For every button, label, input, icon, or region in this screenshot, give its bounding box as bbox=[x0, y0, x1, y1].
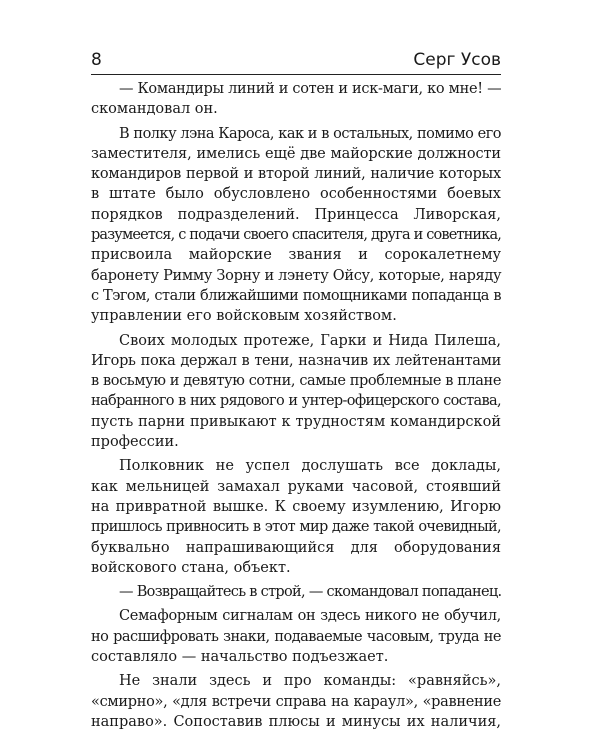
text-line: присвоила майорские звания и сорокалетнему bbox=[91, 247, 501, 264]
text-line: но расшифровать знаки, подаваемые часовым, труда не bbox=[91, 628, 501, 645]
running-header bbox=[91, 46, 501, 75]
text-line: составляло — начальство подъезжает. bbox=[91, 649, 389, 666]
paragraph bbox=[91, 124, 501, 327]
text-line: на привратной вышке. К своему изумлению, Игорю bbox=[91, 498, 501, 515]
text-line: «смирно», «для встречи справа на караул», «равнение bbox=[91, 693, 501, 710]
book-author: Серг Усов bbox=[413, 50, 501, 70]
paragraph bbox=[91, 582, 501, 602]
text-line: пришлось привносить в этот мир даже такой очевидный, bbox=[91, 519, 501, 536]
text-line: — Возвращайтесь в строй, — скомандовал попаданец. bbox=[119, 584, 502, 601]
paragraph bbox=[91, 671, 501, 732]
text-line: с Тэгом, стали ближайшими помощниками попаданца в bbox=[91, 287, 501, 304]
text-line: разумеется, с подачи своего спасителя, друга и советника, bbox=[91, 227, 501, 244]
page-number: 8 bbox=[91, 50, 102, 70]
text-line: направо». Сопоставив плюсы и минусы их наличия, bbox=[91, 713, 501, 730]
text-line: как мельницей замахал руками часовой, стоявший bbox=[91, 478, 501, 495]
text-line: Не знали здесь и про команды: «равняйсь», bbox=[119, 673, 501, 690]
text-line: профессии. bbox=[91, 434, 179, 451]
text-line: в восьмую и девятую сотни, самые проблемные в плане bbox=[91, 373, 501, 390]
text-line: — Командиры линий и сотен и иск-маги, ко мне! — bbox=[119, 81, 502, 97]
body-text bbox=[91, 79, 501, 736]
text-line: войскового стана, объект. bbox=[91, 559, 291, 576]
text-line: скомандовал он. bbox=[91, 101, 218, 118]
text-line: Своих молодых протеже, Гарки и Нида Пилеша, bbox=[119, 332, 501, 349]
text-line: буквально напрашивающийся для оборудования bbox=[91, 539, 501, 556]
paragraph bbox=[91, 606, 501, 667]
text-line: Семафорным сигналам он здесь никого не обучил, bbox=[119, 608, 501, 625]
paragraph bbox=[91, 331, 501, 453]
text-line: Игорь пока держал в тени, назначив их лейтенантами bbox=[91, 352, 501, 369]
text-line: В полку лэна Кароса, как и в остальных, помимо его bbox=[119, 125, 501, 142]
text-line: порядков подразделений. Принцесса Ливорская, bbox=[91, 206, 501, 223]
text-line: в штате было обусловлено особенностями боевых bbox=[91, 186, 501, 203]
paragraph bbox=[91, 456, 501, 578]
text-line: баронету Римму Зорну и лэнету Ойсу, которые, наряду bbox=[91, 267, 502, 284]
text-line: набранного в них рядового и унтер-офицерского состава, bbox=[91, 393, 501, 410]
text-line: Полковник не успел дослушать все доклады, bbox=[119, 458, 501, 475]
paragraph bbox=[91, 79, 501, 120]
text-line: заместителя, имелись ещё две майорские должности bbox=[91, 145, 501, 162]
text-line: пусть парни привыкают к трудностям командирской bbox=[91, 413, 501, 430]
text-line: управлении его войсковым хозяйством. bbox=[91, 308, 397, 325]
text-line: командиров первой и второй линий, наличие которых bbox=[91, 166, 501, 183]
